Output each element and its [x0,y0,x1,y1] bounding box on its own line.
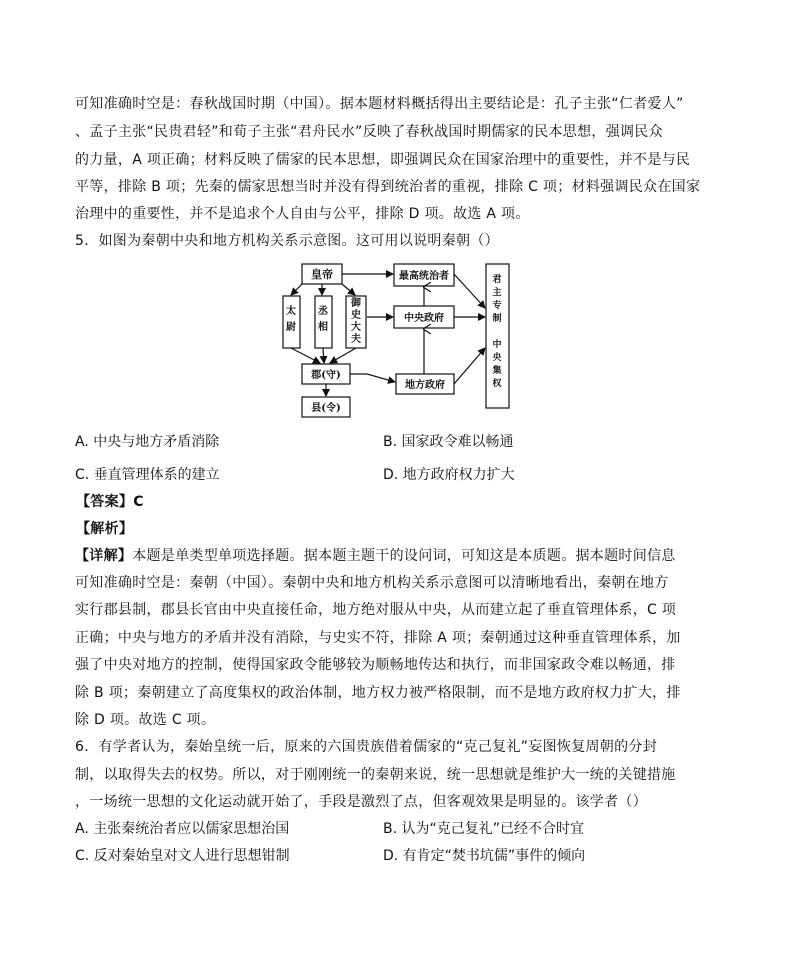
local-label: 地方政府 [405,380,445,391]
summary-label: 君主专制中央集权 [492,275,502,389]
detail-line: 可知准确时空是：秦朝（中国）。秦朝中央和地方机构关系示意图可以清晰地看出，秦朝在地方 [75,575,669,591]
q6-line: ，一场统一思想的文化运动就开始了，手段是激烈了点，但客观效果是明显的。该学者（） [75,794,647,810]
supreme-label: 最高统治者 [399,271,449,282]
q5-option-a[interactable]: A. 中央与地方矛盾消除 [75,434,220,450]
intro-line: 的力量，A 项正确；材料反映了儒家的民本思想，即强调民众在国家治理中的重要性，并不是与民 [75,152,691,168]
qin-structure-diagram [275,258,515,418]
intro-line: 、孟子主张“民贵君轻”和荀子主张“君舟民水”反映了春秋战国时期儒家的民本思想，强调民众 [75,124,663,140]
intro-line: 平等，排除 B 项；先秦的儒家思想当时并没有得到统治者的重视，排除 C 项；材料强调民众在国家 [75,179,701,195]
answer-tag: 【答案】 [76,494,134,510]
answer-row [76,492,144,512]
q6-option-d[interactable]: D. 有肯定“焚书坑儒”事件的倾向 [383,848,586,864]
jun-label: 郡(守) [311,370,341,381]
intro-line: 治理中的重要性，并不是追求个人自由与公平，排除 D 项。故选 A 项。 [75,206,530,222]
q6-option-c[interactable]: C. 反对秦始皇对文人进行思想钳制 [75,848,290,864]
question-5-stem: 5．如图为秦朝中央和地方机构关系示意图。这可用以说明秦朝（） [75,233,499,249]
q6-line: 制，以取得失去的权势。所以，对于刚刚统一的秦朝来说，统一思想就是维护大一统的关键措施 [75,767,676,783]
yushi-label: 御史大夫 [351,298,361,345]
detail-line: 除 D 项。故选 C 项。 [75,712,216,728]
emperor-label: 皇帝 [311,268,333,281]
detail-line [75,546,676,566]
intro-line: 可知准确时空是：春秋战国时期（中国）。据本题材料概括得出主要结论是：孔子主张“仁者爱人” [75,96,684,112]
analysis-tag [76,519,133,539]
detail-line: 强了中央对地方的控制，使得国家政令能够较为顺畅地传达和执行，而非国家政令难以畅通，排 [75,657,676,673]
detail-line: 实行郡县制，郡县长官由中央直接任命，地方绝对服从中央，从而建立起了垂直管理体系，C 项 [75,602,677,618]
answer-value: C [133,494,144,510]
q5-option-c[interactable]: C. 垂直管理体系的建立 [75,467,220,483]
q6-option-a[interactable]: A. 主张秦统治者应以儒家思想治国 [75,821,290,837]
q6-line: 6．有学者认为，秦始皇统一后，原来的六国贵族借着儒家的“克己复礼”妄图恢复周朝的分封 [75,739,658,755]
taiwei-label: 太尉 [286,306,296,333]
detail-line: 正确；中央与地方的矛盾并没有消除，与史实不符，排除 A 项；秦朝通过这种垂直管理体系，加 [75,630,681,646]
detail-line: 除 B 项；秦朝建立了高度集权的政治体制，地方权力被严格限制，而不是地方政府权力扩大，排 [75,685,681,701]
detail-text: 本题是单类型单项选择题。据本题主题干的设问词，可知这是本质题。据本题时间信息 [132,548,676,564]
q6-option-b[interactable]: B. 认为“克己复礼”已经不合时宜 [383,821,585,837]
analysis-label: 【解析】 [76,521,134,537]
xian-label: 县(令) [311,403,341,414]
q5-option-d[interactable]: D. 地方政府权力扩大 [383,467,515,483]
detail-tag: 【详解】 [75,548,133,564]
chengxiang-label: 丞相 [318,306,328,333]
central-label: 中央政府 [404,313,444,324]
q5-option-b[interactable]: B. 国家政令难以畅通 [383,434,514,450]
